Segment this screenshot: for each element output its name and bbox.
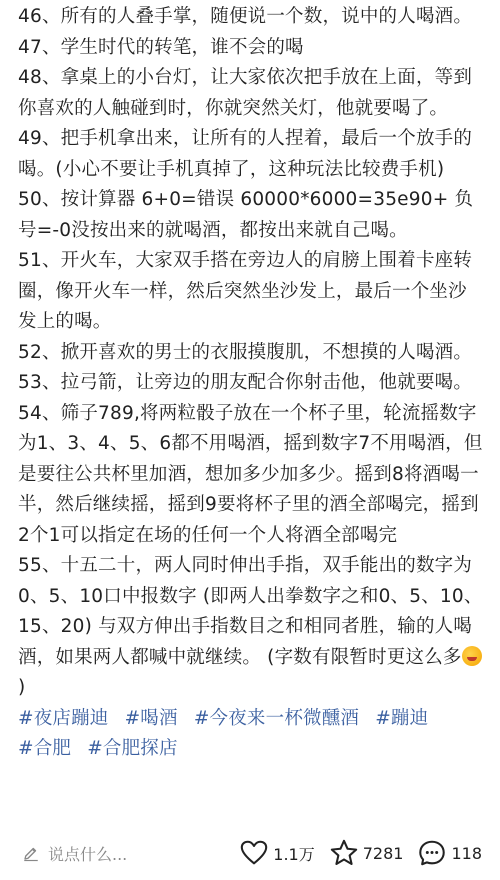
heart-icon (239, 838, 269, 868)
hashtag[interactable]: #夜店蹦迪 (18, 707, 109, 729)
like-count: 1.1万 (273, 844, 315, 864)
star-icon (329, 838, 359, 868)
comment-bubble-icon (417, 838, 447, 868)
hashtag[interactable]: #喝酒 (124, 707, 178, 729)
post-item-47: 47、学生时代的转笔，谁不会的喝 (18, 36, 304, 58)
post-item-48: 48、拿桌上的小台灯，让大家依次把手放在上面，等到你喜欢的人触碰到时，你就突然关灯，他就要喝了。 (18, 67, 473, 119)
hashtag-list (18, 704, 484, 765)
hashtag[interactable]: #合肥探店 (87, 738, 178, 759)
comment-placeholder: 说点什么... (48, 844, 128, 864)
tiger-face-emoji-icon (462, 646, 482, 666)
post-item-53: 53、拉弓箭，让旁边的朋友配合你射击他，他就要喝。 (18, 372, 473, 393)
post-item-54: 54、筛子789,将两粒骰子放在一个杯子里，轮流摇数字为1、3、4、5、6都不用喝酒，摇到数字7不用喝酒，但是要往公共杯里加酒，想加多少加多少。摇到8将酒喝一半，然后继续摇，摇到9要将杯子里的酒全部喝完，摇到2个1可以指定在场的任何一个人将酒全部喝完 (18, 402, 483, 546)
comment-button[interactable] (417, 838, 482, 868)
action-group (225, 838, 482, 868)
hashtag[interactable]: #合肥 (18, 738, 72, 759)
collect-count: 7281 (362, 843, 404, 863)
closing-paren: ) (18, 677, 26, 698)
post-item-50: 50、按计算器 6+0=错误 60000*6000=35e90+ 负号=-0没按出来的就喝酒，都按出来就自己喝。 (18, 189, 474, 241)
post-item-46: 46、所有的人叠手掌，随便说一个数，说中的人喝酒。 (18, 6, 473, 27)
pencil-icon (22, 844, 40, 862)
bottom-action-bar (0, 826, 500, 880)
post-item-51: 51、开火车，大家双手搭在旁边人的肩膀上围着卡座转圈，像开火车一样，然后突然坐沙发上，最后一个坐沙发上的喝。 (18, 250, 473, 332)
post-body (18, 2, 484, 765)
post-item-55-text: 55、十五二十，两人同时伸出手指，双手能出的数字为0、5、10口中报数字 (即两人出拳数字之和0、5、10、15、20) 与双方伸出手指数目之和相同者胜，输的人喝酒，如果两人都喊中就继续。 (字数有限暂时更这么多 (18, 555, 483, 668)
hashtag[interactable]: #蹦迪 (375, 707, 429, 729)
post-item-49: 49、把手机拿出来，让所有的人捏着，最后一个放手的喝。(小心不要让手机真掉了，这种玩法比较费手机) (18, 128, 473, 180)
like-button[interactable] (239, 838, 314, 868)
post-item-52: 52、掀开喜欢的男士的衣服摸腹肌，不想摸的人喝酒。 (18, 341, 473, 363)
comment-input[interactable] (22, 835, 212, 871)
hashtag[interactable]: #今夜来一杯微醺酒 (193, 707, 360, 729)
comment-count: 118 (451, 843, 482, 863)
collect-button[interactable] (329, 838, 404, 868)
post-item-55 (18, 551, 484, 704)
